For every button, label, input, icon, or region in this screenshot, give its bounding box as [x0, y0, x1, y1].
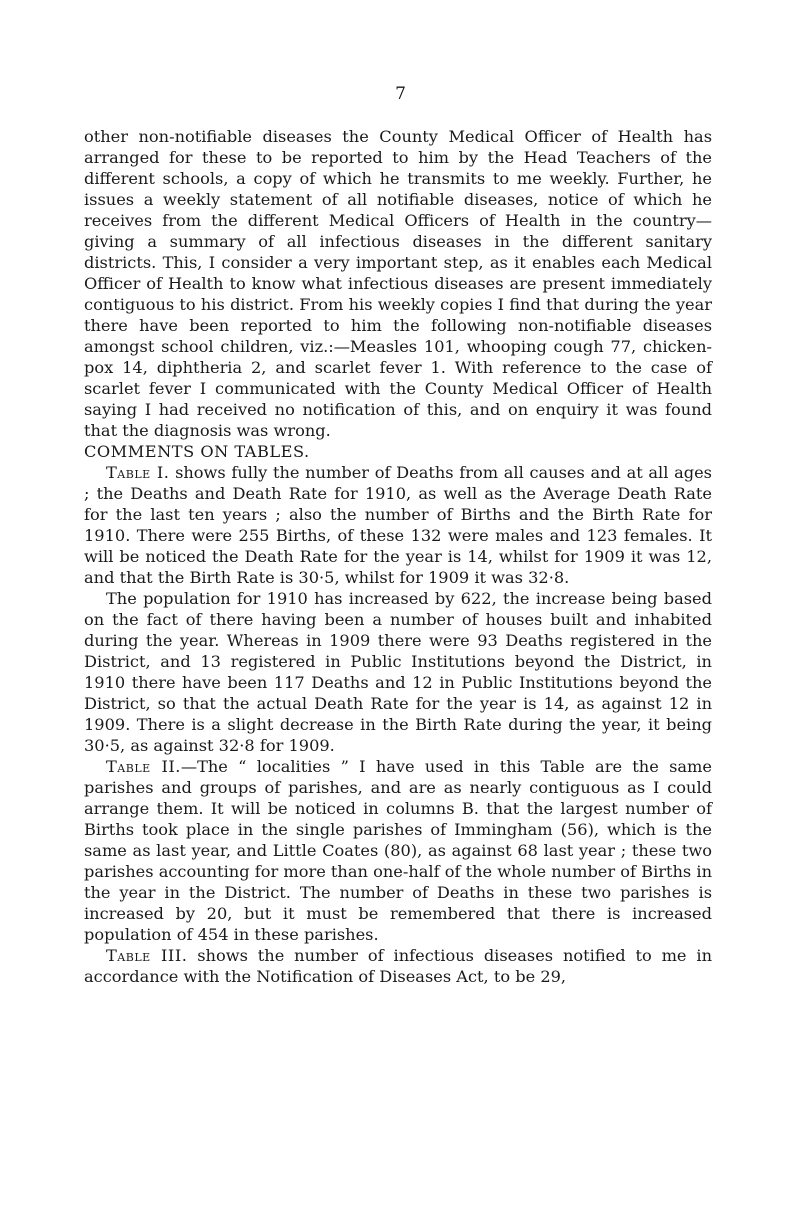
paragraph-continuation: other non-notifiable diseases the County Medical Officer of Health has arranged for these to be reported to him by the Head Teachers of the different schools, a copy of which he transmits to me weekly. Further, he issues a weekly statement of all notifiable diseases, notice of which he receives from the different Medical Officers of Health in the country—giving a summary of all infectious diseases in the different sanitary districts. This, I consider a very important step, as it enables each Medical Officer of Health to know what infectious diseases are present immediately contiguous to his district. From his weekly copies I find that during the year there have been reported to him the following non-notifiable diseases amongst school children, viz.:—Measles 101, whooping cough 77, chicken-pox 14, diphtheria 2, and scarlet fever 1. With reference to the case of scarlet fever I communicated with the County Medical Officer of Health saying I had received no notification of this, and on enquiry it was found that the diagnosis was wrong.	[84, 127, 712, 440]
paragraph-population: The population for 1910 has increased by 622, the increase being based on the fact of there having been a number of houses built and inhabited during the year. Whereas in 1909 there were 93 Deaths registered in the District, and 13 registered in Public Institutions beyond the District, in 1910 there have been 117 Deaths and 12 in Public Institutions beyond the District, so that the actual Death Rate for the year is 14, as against 12 in 1909. There is a slight decrease in the Birth Rate during the year, it being 30·5, as against 32·8 for 1909.	[84, 589, 712, 755]
paragraph-table-two	[84, 756, 712, 945]
table-one-text: shows fully the number of Deaths from all causes and at all ages ; the Deaths and Death Rate for 1910, as well as the Average Death Rate for the last ten years ; also the number of Births and the Birth Rate for 1910. There were 255 Births, of these 132 were males and 123 females. It will be noticed the Death Rate for the year is 14, whilst for 1909 it was 12, and that the Birth Rate is 30·5, whilst for 1909 it was 32·8.	[84, 463, 712, 587]
table-two-label: Table II.	[106, 757, 181, 776]
table-three-label: Table III.	[106, 946, 188, 965]
paragraph-table-one	[84, 462, 712, 588]
page-number: 7	[395, 84, 406, 104]
body-text	[84, 126, 712, 987]
table-one-label: Table I.	[106, 463, 170, 482]
table-three-text: shows the number of infectious diseases notified to me in accordance with the Notification of Diseases Act, to be 29,	[84, 946, 712, 986]
paragraph-table-three	[84, 945, 712, 987]
table-two-text: —The “ localities ” I have used in this Table are the same parishes and groups of parishes, and are as nearly contiguous as I could arrange them. It will be noticed in columns B. that the largest number of Births took place in the single parishes of Immingham (56), which is the same as last year, and Little Coates (80), as against 68 last year ; these two parishes accounting for more than one-half of the whole number of Births in the year in the District. The number of Deaths in these two parishes is increased by 20, but it must be remembered that there is increased population of 454 in these parishes.	[84, 757, 712, 944]
section-heading: COMMENTS ON TABLES.	[84, 442, 310, 461]
